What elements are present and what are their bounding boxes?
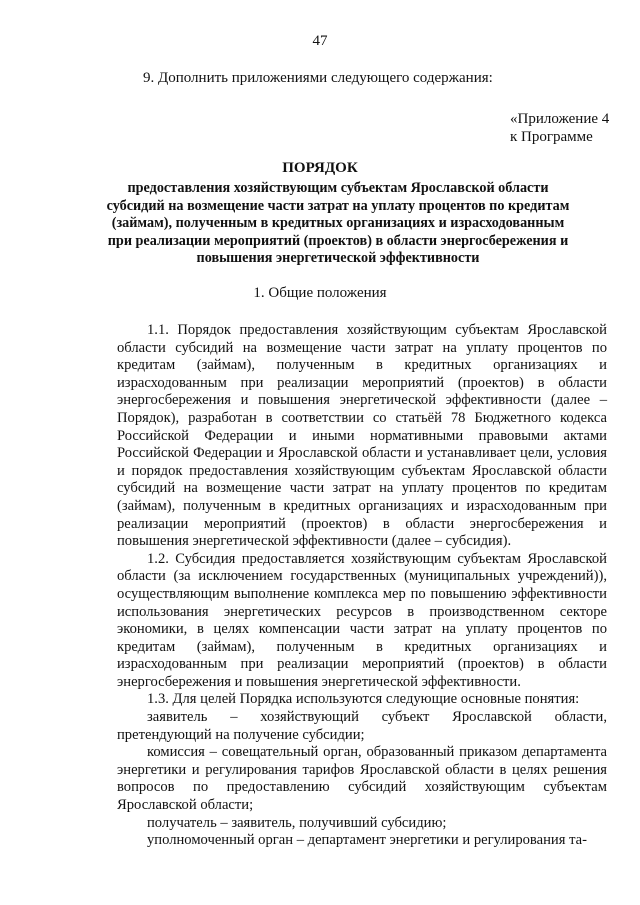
intro-line: 9. Дополнить приложениями следующего содержания: <box>143 70 493 86</box>
appendix-line-2: к Программе <box>510 129 593 145</box>
definition-applicant: заявитель – хозяйствующий субъект Ярославской области, претендующий на получение субсидии; <box>117 709 607 743</box>
definition-recipient: получатель – заявитель, получивший субсидию; <box>147 814 447 831</box>
appendix-reference <box>510 110 609 146</box>
document-body <box>117 322 607 850</box>
page-number: 47 <box>312 33 328 49</box>
definition-authorized-body: уполномоченный орган – департамент энергетики и регулирования та- <box>147 832 587 849</box>
paragraph-1-2: 1.2. Субсидия предоставляется хозяйствующим субъектам Ярославской области (за исключением государственных (муниципальных учреждений)), осуществляющим выполнение комплекса мер по повышению эффективности использования энергетических ресурсов в производственном секторе экономики, в целях компенсации части затрат на уплату процентов по кредитам (займам), полученным в кредитных организациях и израсходованным при реализации мероприятий (проектов) в области энергосбережения и повышения энергетической эффективности. <box>117 550 607 690</box>
paragraph-1-1: 1.1. Порядок предоставления хозяйствующим субъектам Ярославской области субсидий на возмещение части затрат на уплату процентов по кредитам (займам), полученным в кредитных организациях и израсходованным при реализации мероприятий (проектов) в области энергосбережения и повышения энергетической эффективности (далее – Порядок), разработан в соответствии со статьёй 78 Бюджетного кодекса Российской Федерации и иными нормативными правовыми актами Российской Федерации и Ярославской области и устанавливает цели, условия и порядок предоставления хозяйствующим субъектам Ярославской области субсидий на возмещение части затрат на уплату процентов по кредитам (займам), полученным в кредитных организациях и израсходованным при реализации мероприятий (проектов) в области энергосбережения и повышения энергетической эффективности (далее – субсидия). <box>117 322 607 550</box>
section-heading: 1. Общие положения <box>253 285 387 301</box>
document-title: ПОРЯДОК <box>282 160 358 176</box>
document-subtitle: предоставления хозяйствующим субъектам Ярославской области субсидий на возмещение части затрат на уплату процентов по кредитам (займам), полученным в кредитных организациях и израсходованным при реализации мероприятий (проектов) в области энергосбережения и повышения энергетической эффективности <box>106 180 570 266</box>
appendix-line-1: «Приложение 4 <box>510 111 610 127</box>
paragraph-1-3: 1.3. Для целей Порядка используются следующие основные понятия: <box>147 691 580 708</box>
definition-commission: комиссия – совещательный орган, образованный приказом департамента энергетики и регулирования тарифов Ярославской области в целях решения вопросов по предоставлению субсидий хозяйствующим субъектам Ярославской области; <box>117 744 607 814</box>
